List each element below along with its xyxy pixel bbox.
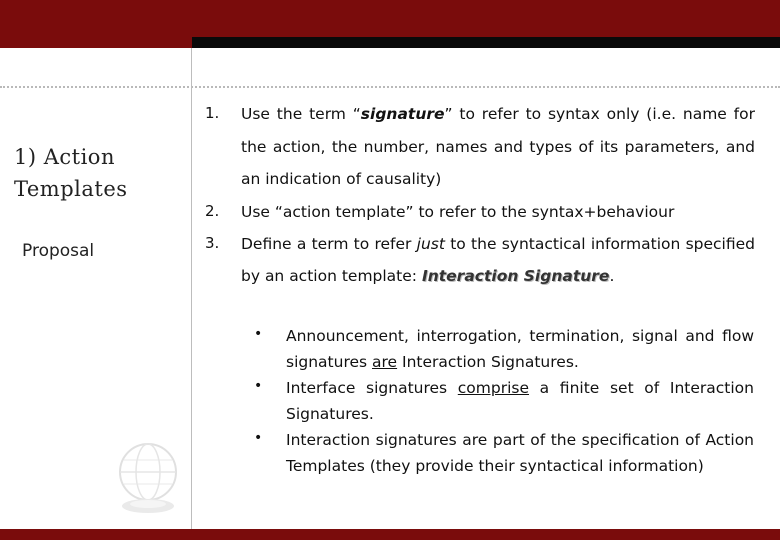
bullet-2-line1-post: a finite set of Interaction — [529, 379, 754, 397]
bullet-1-underlined-word: are — [372, 353, 398, 371]
sidebar-divider — [191, 48, 192, 533]
section-title-line1: 1) Action — [14, 145, 115, 169]
section-title-line2: Templates — [14, 177, 128, 201]
item-3-line2-post: . — [609, 267, 615, 285]
item-2-number: 2. — [205, 202, 220, 220]
item-1-text-post: ” to refer to syntax only (i.e. name for — [444, 105, 755, 123]
item-1-number: 1. — [205, 104, 220, 122]
bullet-2-line1-pre: Interface signatures — [286, 379, 458, 397]
item-3-text-post: to the syntactical information specified — [444, 235, 755, 253]
section-title — [14, 141, 184, 205]
item-1-text-pre: Use the term “ — [241, 105, 361, 123]
footer-band — [0, 529, 780, 540]
item-3-line-2 — [241, 266, 614, 286]
bullet-3-line-1: Interaction signatures are part of the specification of Action — [286, 431, 754, 449]
item-3-just-word: just — [416, 235, 445, 253]
interaction-signature-term: Interaction Signature — [421, 267, 610, 285]
item-1-line-1 — [241, 104, 755, 124]
item-1-signature-term: signature — [360, 105, 445, 123]
header-black-bar — [192, 37, 780, 48]
bullet-2-line-2: Signatures. — [286, 405, 374, 423]
section-subtitle: Proposal — [22, 241, 95, 261]
bullet-2-marker: • — [254, 378, 263, 394]
item-3-line-1 — [241, 234, 755, 254]
bullet-1-line2-post: Interaction Signatures. — [397, 353, 579, 371]
item-1-line-3: an indication of causality) — [241, 170, 442, 188]
bullet-3-marker: • — [254, 430, 263, 446]
bullet-1-line2-pre: signatures — [286, 353, 373, 371]
bullet-1-line-2 — [286, 352, 579, 372]
item-3-number: 3. — [205, 234, 220, 252]
header-dotted-divider — [0, 86, 780, 88]
bullet-1-line-1: Announcement, interrogation, termination, signal and flow — [286, 327, 754, 345]
item-3-text-pre: Define a term to refer — [241, 235, 417, 253]
globe-watermark-icon — [108, 440, 188, 520]
item-1-line-2: the action, the number, names and types of its parameters, and — [241, 138, 755, 156]
bullet-3-line-2: Templates (they provide their syntactical information) — [286, 457, 704, 475]
bullet-2-line-1 — [286, 378, 754, 398]
bullet-1-marker: • — [254, 326, 263, 342]
item-2-line-1: Use “action template” to refer to the syntax+behaviour — [241, 203, 675, 221]
bullet-2-underlined-word: comprise — [457, 379, 530, 397]
item-3-line2-pre: by an action template: — [241, 267, 422, 285]
